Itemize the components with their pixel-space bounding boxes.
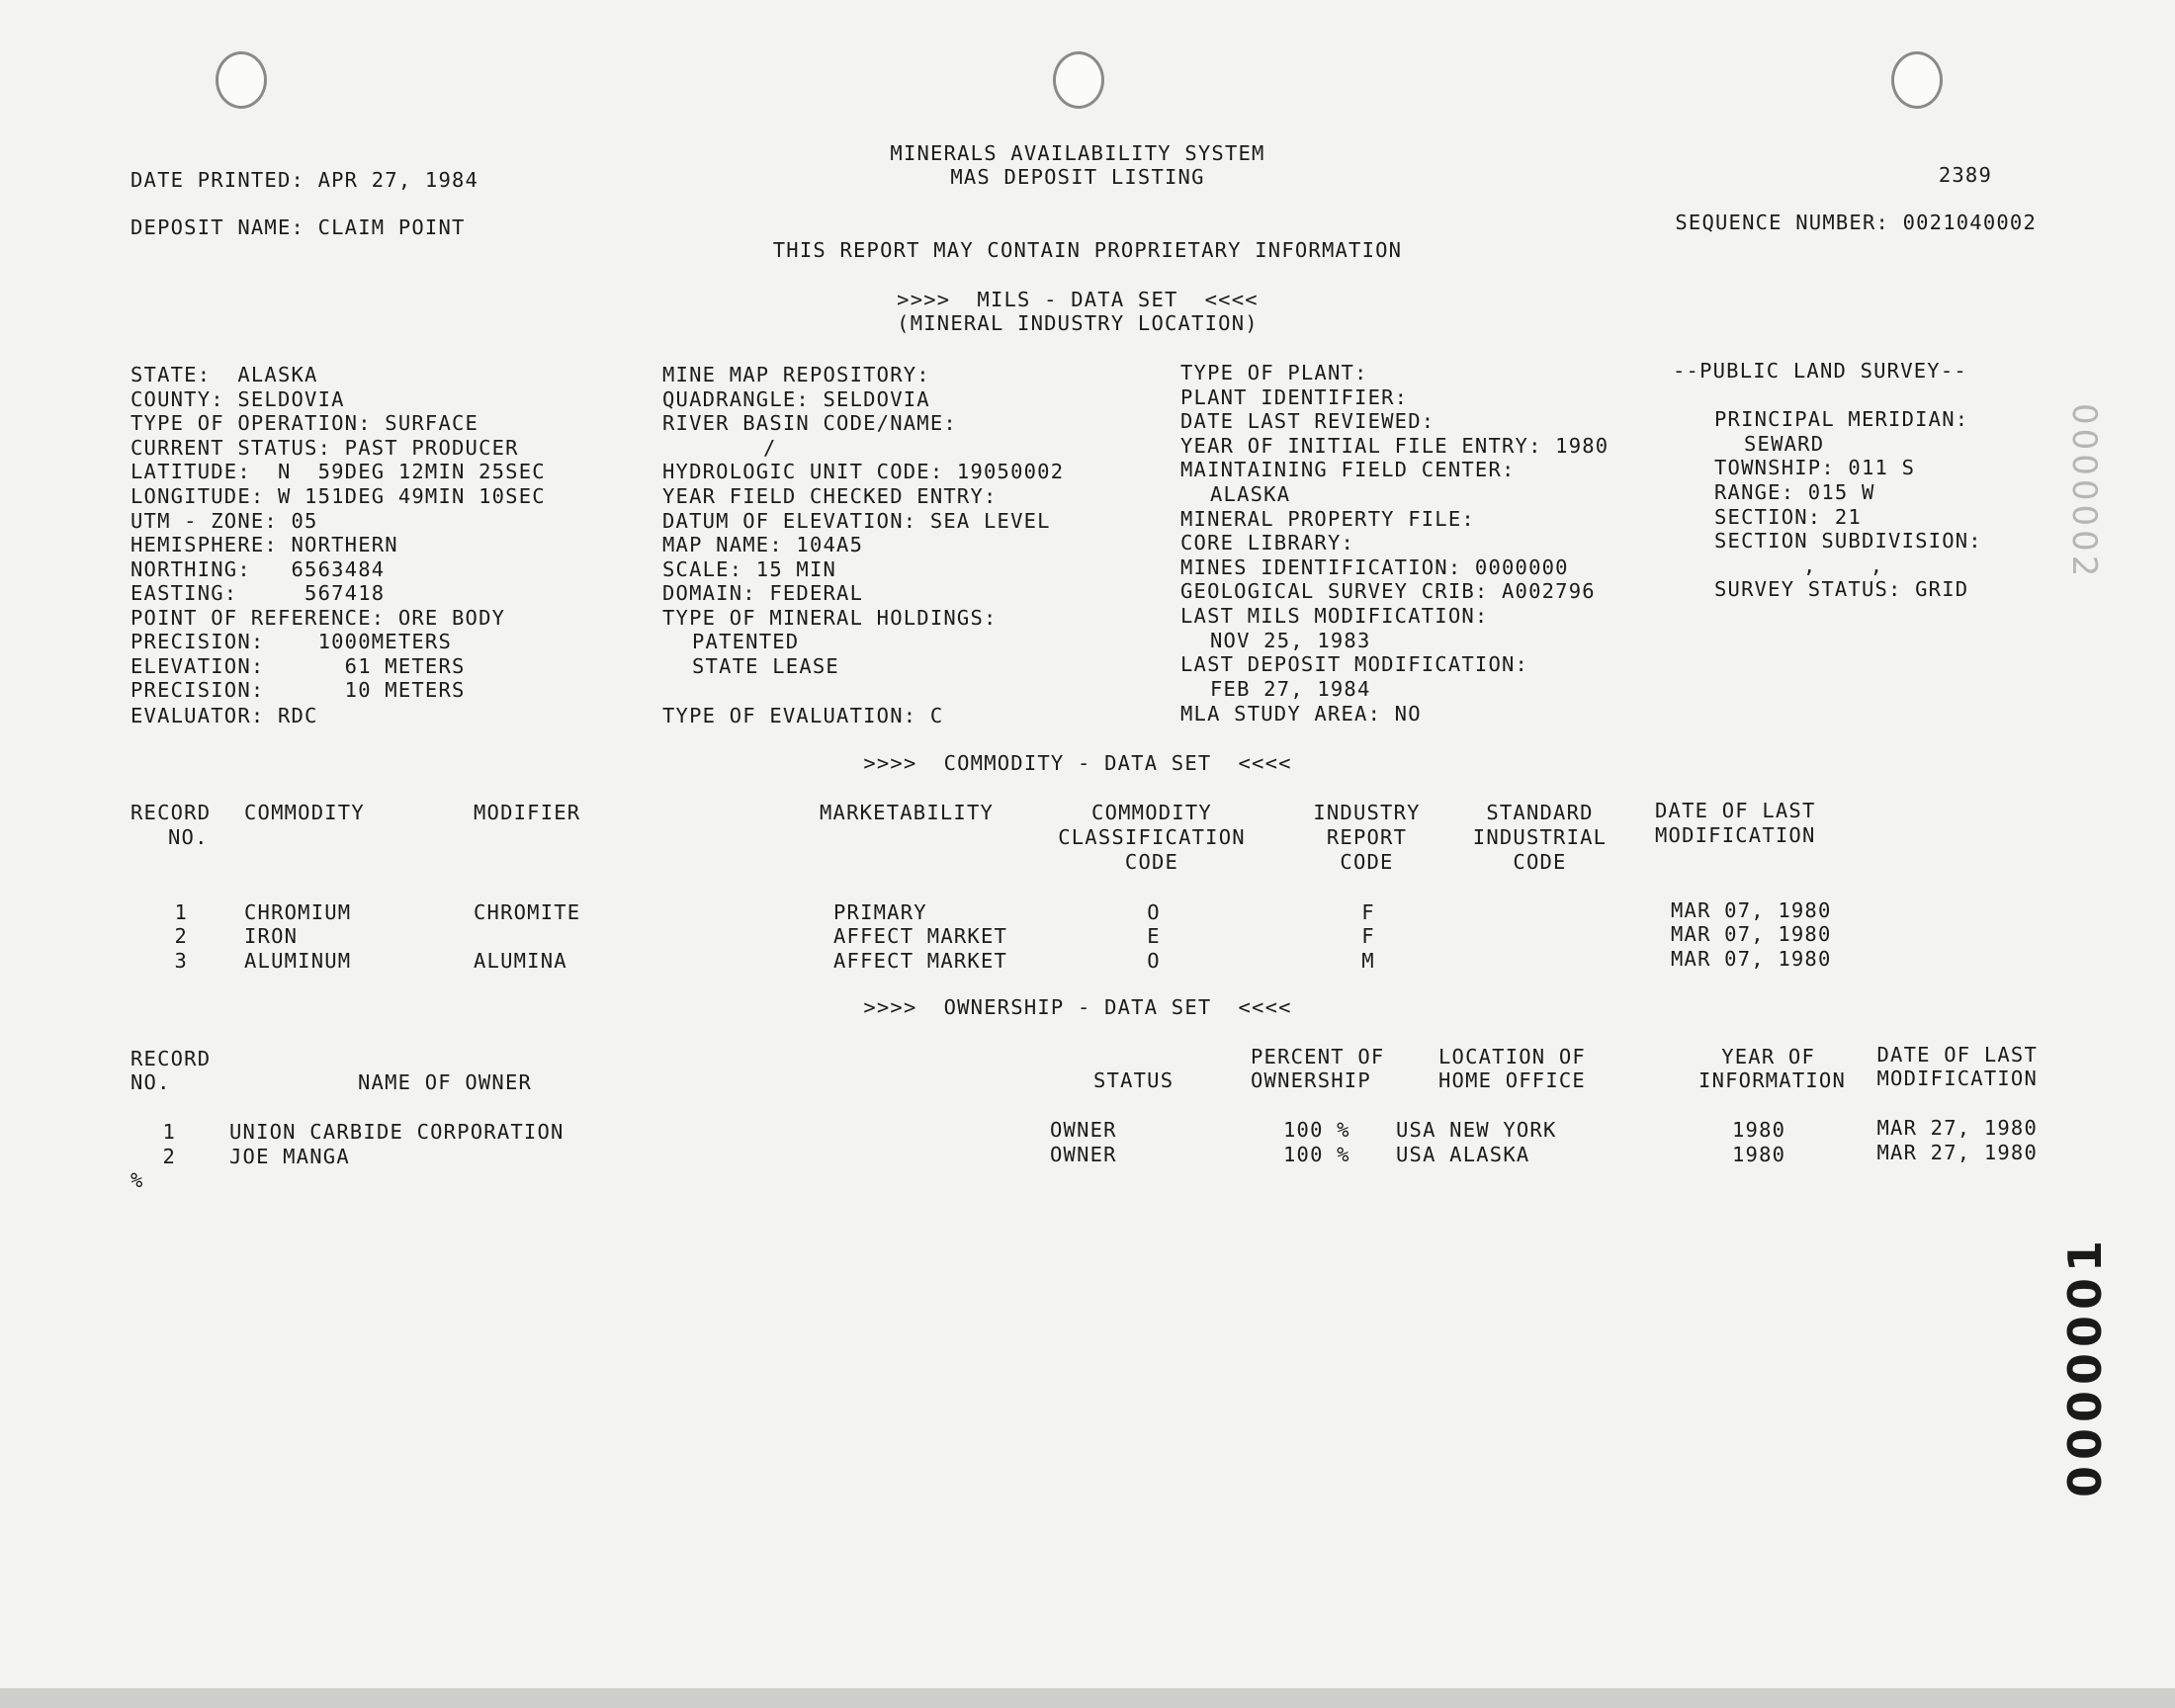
section-subdivision-value: , , xyxy=(1803,554,1884,577)
holding-state-lease: STATE LEASE xyxy=(692,654,839,678)
core-library-field: CORE LIBRARY: xyxy=(1180,531,1355,555)
commodity-record-header: RECORD xyxy=(130,801,212,824)
field-center-value: ALASKA xyxy=(1210,482,1291,506)
date-printed: DATE PRINTED: APR 27, 1984 xyxy=(130,168,479,192)
information-year: 1980 xyxy=(1732,1118,1786,1142)
elevation-precision-field: PRECISION: 10 METERS xyxy=(130,678,466,702)
record-number: 1 xyxy=(174,900,188,924)
commodity-class-header-2: CLASSIFICATION xyxy=(1058,825,1246,849)
commodity-class-header-1: COMMODITY xyxy=(1091,801,1212,824)
industry-report-header-1: INDUSTRY xyxy=(1313,801,1421,824)
precision-field: PRECISION: 1000METERS xyxy=(130,630,453,653)
proprietary-notice: THIS REPORT MAY CONTAIN PROPRIETARY INFORMATION xyxy=(772,238,1403,262)
home-office-location: USA NEW YORK xyxy=(1396,1118,1557,1142)
record-number: 2 xyxy=(174,924,188,948)
last-mils-modification-value: NOV 25, 1983 xyxy=(1210,629,1371,652)
ownership-modification-date: MAR 27, 1980 xyxy=(1876,1116,2038,1140)
home-office-header-1: LOCATION OF xyxy=(1438,1045,1586,1068)
commodity-modification-date: MAR 07, 1980 xyxy=(1671,898,1832,922)
system-title: MINERALS AVAILABILITY SYSTEM xyxy=(890,141,1265,165)
current-status-field: CURRENT STATUS: PAST PRODUCER xyxy=(130,436,519,460)
commodity-modifier: CHROMITE xyxy=(474,900,581,924)
principal-meridian-field: PRINCIPAL MERIDIAN: xyxy=(1714,407,1969,431)
river-basin-value: / xyxy=(763,436,777,460)
mineral-holdings-field: TYPE OF MINERAL HOLDINGS: xyxy=(662,606,998,630)
ownership-date-header-1: DATE OF LAST xyxy=(1876,1043,2038,1067)
ownership-date-header-2: MODIFICATION xyxy=(1876,1067,2038,1090)
latitude-field: LATITUDE: N 59DEG 12MIN 25SEC xyxy=(130,460,546,483)
record-number: 3 xyxy=(174,949,188,973)
commodity-date-header-1: DATE OF LAST xyxy=(1655,799,1816,822)
home-office-location: USA ALASKA xyxy=(1396,1143,1530,1166)
plant-identifier-field: PLANT IDENTIFIER: xyxy=(1180,385,1409,409)
punch-hole-center xyxy=(1053,51,1104,109)
ownership-percent-header-2: OWNERSHIP xyxy=(1251,1068,1371,1092)
ownership-heading: >>>> OWNERSHIP - DATA SET <<<< xyxy=(863,995,1292,1019)
township-field: TOWNSHIP: 011 S xyxy=(1714,456,1916,479)
northing-field: NORTHING: 6563484 xyxy=(130,557,386,581)
commodity-marketability: AFFECT MARKET xyxy=(833,924,1008,948)
commodity-record-no-header: NO. xyxy=(168,825,209,849)
standard-industrial-header-1: STANDARD xyxy=(1486,801,1594,824)
ownership-record-header: RECORD xyxy=(130,1047,212,1070)
year-field-checked-field: YEAR FIELD CHECKED ENTRY: xyxy=(662,484,998,508)
datum-elevation-field: DATUM OF ELEVATION: SEA LEVEL xyxy=(662,509,1051,533)
map-name-field: MAP NAME: 104A5 xyxy=(662,533,864,556)
commodity-modifier-header: MODIFIER xyxy=(474,801,581,824)
last-reviewed-field: DATE LAST REVIEWED: xyxy=(1180,409,1436,433)
record-number: 2 xyxy=(162,1145,176,1168)
easting-field: EASTING: 567418 xyxy=(130,581,386,605)
commodity-class-code: O xyxy=(1147,949,1161,973)
industry-report-code: F xyxy=(1361,900,1375,924)
evaluator-field: EVALUATOR: RDC xyxy=(130,704,318,727)
owner-name: UNION CARBIDE CORPORATION xyxy=(229,1120,565,1144)
owner-status: OWNER xyxy=(1050,1143,1117,1166)
commodity-marketability-header: MARKETABILITY xyxy=(820,801,995,824)
mils-heading: >>>> MILS - DATA SET <<<< xyxy=(897,288,1259,311)
elevation-field: ELEVATION: 61 METERS xyxy=(130,654,466,678)
commodity-name: CHROMIUM xyxy=(244,900,352,924)
year-info-header-1: YEAR OF xyxy=(1721,1045,1815,1068)
public-land-survey-heading: --PUBLIC LAND SURVEY-- xyxy=(1673,359,1967,383)
utm-zone-field: UTM - ZONE: 05 xyxy=(130,509,318,533)
commodity-modifier: ALUMINA xyxy=(474,949,567,973)
holding-patented: PATENTED xyxy=(692,630,800,653)
section-field: SECTION: 21 xyxy=(1714,505,1862,529)
property-file-field: MINERAL PROPERTY FILE: xyxy=(1180,507,1475,531)
stamped-page-number: 0000001 xyxy=(2058,1234,2112,1497)
ownership-percent: 100 % xyxy=(1283,1118,1350,1142)
faint-stamped-number: 0000002 xyxy=(2064,403,2104,581)
commodity-modification-date: MAR 07, 1980 xyxy=(1671,922,1832,946)
map-repository-field: MINE MAP REPOSITORY: xyxy=(662,363,930,386)
year-info-header-2: INFORMATION xyxy=(1698,1068,1846,1092)
operation-type-field: TYPE OF OPERATION: SURFACE xyxy=(130,411,479,435)
commodity-name: IRON xyxy=(244,924,299,948)
commodity-class-code: O xyxy=(1147,900,1161,924)
reference-point-field: POINT OF REFERENCE: ORE BODY xyxy=(130,606,506,630)
page-number: 2389 xyxy=(1938,163,1992,187)
commodity-modification-date: MAR 07, 1980 xyxy=(1671,947,1832,971)
quadrangle-field: QUADRANGLE: SELDOVIA xyxy=(662,387,930,411)
punch-hole-left xyxy=(216,51,267,109)
mils-subheading: (MINERAL INDUSTRY LOCATION) xyxy=(897,311,1259,335)
ownership-status-header: STATUS xyxy=(1093,1068,1174,1092)
commodity-marketability: PRIMARY xyxy=(833,900,927,924)
plant-type-field: TYPE OF PLANT: xyxy=(1180,361,1368,384)
punch-hole-right xyxy=(1891,51,1943,109)
ownership-modification-date: MAR 27, 1980 xyxy=(1876,1141,2038,1164)
sequence-number: SEQUENCE NUMBER: 0021040002 xyxy=(1675,211,2037,234)
end-of-record-mark: % xyxy=(130,1168,144,1192)
information-year: 1980 xyxy=(1732,1143,1786,1166)
state-field: STATE: ALASKA xyxy=(130,363,318,386)
survey-status-field: SURVEY STATUS: GRID xyxy=(1714,577,1969,601)
owner-name-header: NAME OF OWNER xyxy=(358,1070,533,1094)
listing-title: MAS DEPOSIT LISTING xyxy=(950,165,1205,189)
standard-industrial-header-3: CODE xyxy=(1513,850,1567,874)
survey-crib-field: GEOLOGICAL SURVEY CRIB: A002796 xyxy=(1180,579,1596,603)
last-mils-modification-field: LAST MILS MODIFICATION: xyxy=(1180,604,1489,628)
commodity-date-header-2: MODIFICATION xyxy=(1655,823,1816,847)
deposit-name: DEPOSIT NAME: CLAIM POINT xyxy=(130,215,466,239)
county-field: COUNTY: SELDOVIA xyxy=(130,387,345,411)
industry-report-code: M xyxy=(1361,949,1375,973)
domain-field: DOMAIN: FEDERAL xyxy=(662,581,864,605)
hydrologic-unit-field: HYDROLOGIC UNIT CODE: 19050002 xyxy=(662,460,1065,483)
ownership-record-no-header: NO. xyxy=(130,1070,171,1094)
section-subdivision-field: SECTION SUBDIVISION: xyxy=(1714,529,1982,553)
commodity-name-header: COMMODITY xyxy=(244,801,365,824)
home-office-header-2: HOME OFFICE xyxy=(1438,1068,1586,1092)
ownership-percent-header-1: PERCENT OF xyxy=(1251,1045,1385,1068)
ownership-percent: 100 % xyxy=(1283,1143,1350,1166)
last-deposit-modification-field: LAST DEPOSIT MODIFICATION: xyxy=(1180,652,1529,676)
record-number: 1 xyxy=(162,1120,176,1144)
last-deposit-modification-value: FEB 27, 1984 xyxy=(1210,677,1371,701)
commodity-class-code: E xyxy=(1147,924,1161,948)
industry-report-header-3: CODE xyxy=(1340,850,1394,874)
hemisphere-field: HEMISPHERE: NORTHERN xyxy=(130,533,398,556)
range-field: RANGE: 015 W xyxy=(1714,480,1875,504)
river-basin-field: RIVER BASIN CODE/NAME: xyxy=(662,411,957,435)
commodity-heading: >>>> COMMODITY - DATA SET <<<< xyxy=(863,751,1292,775)
standard-industrial-header-2: INDUSTRIAL xyxy=(1472,825,1608,849)
industry-report-header-2: REPORT xyxy=(1326,825,1408,849)
field-center-field: MAINTAINING FIELD CENTER: xyxy=(1180,458,1516,481)
commodity-class-header-3: CODE xyxy=(1124,850,1179,874)
scale-field: SCALE: 15 MIN xyxy=(662,557,837,581)
mines-identification-field: MINES IDENTIFICATION: 0000000 xyxy=(1180,555,1569,579)
evaluation-type-field: TYPE OF EVALUATION: C xyxy=(662,704,944,727)
mla-study-area-field: MLA STUDY AREA: NO xyxy=(1180,702,1422,726)
owner-name: JOE MANGA xyxy=(229,1145,350,1168)
commodity-marketability: AFFECT MARKET xyxy=(833,949,1008,973)
principal-meridian-value: SEWARD xyxy=(1744,432,1825,456)
initial-entry-field: YEAR OF INITIAL FILE ENTRY: 1980 xyxy=(1180,434,1610,458)
owner-status: OWNER xyxy=(1050,1118,1117,1142)
industry-report-code: F xyxy=(1361,924,1375,948)
commodity-name: ALUMINUM xyxy=(244,949,352,973)
longitude-field: LONGITUDE: W 151DEG 49MIN 10SEC xyxy=(130,484,546,508)
